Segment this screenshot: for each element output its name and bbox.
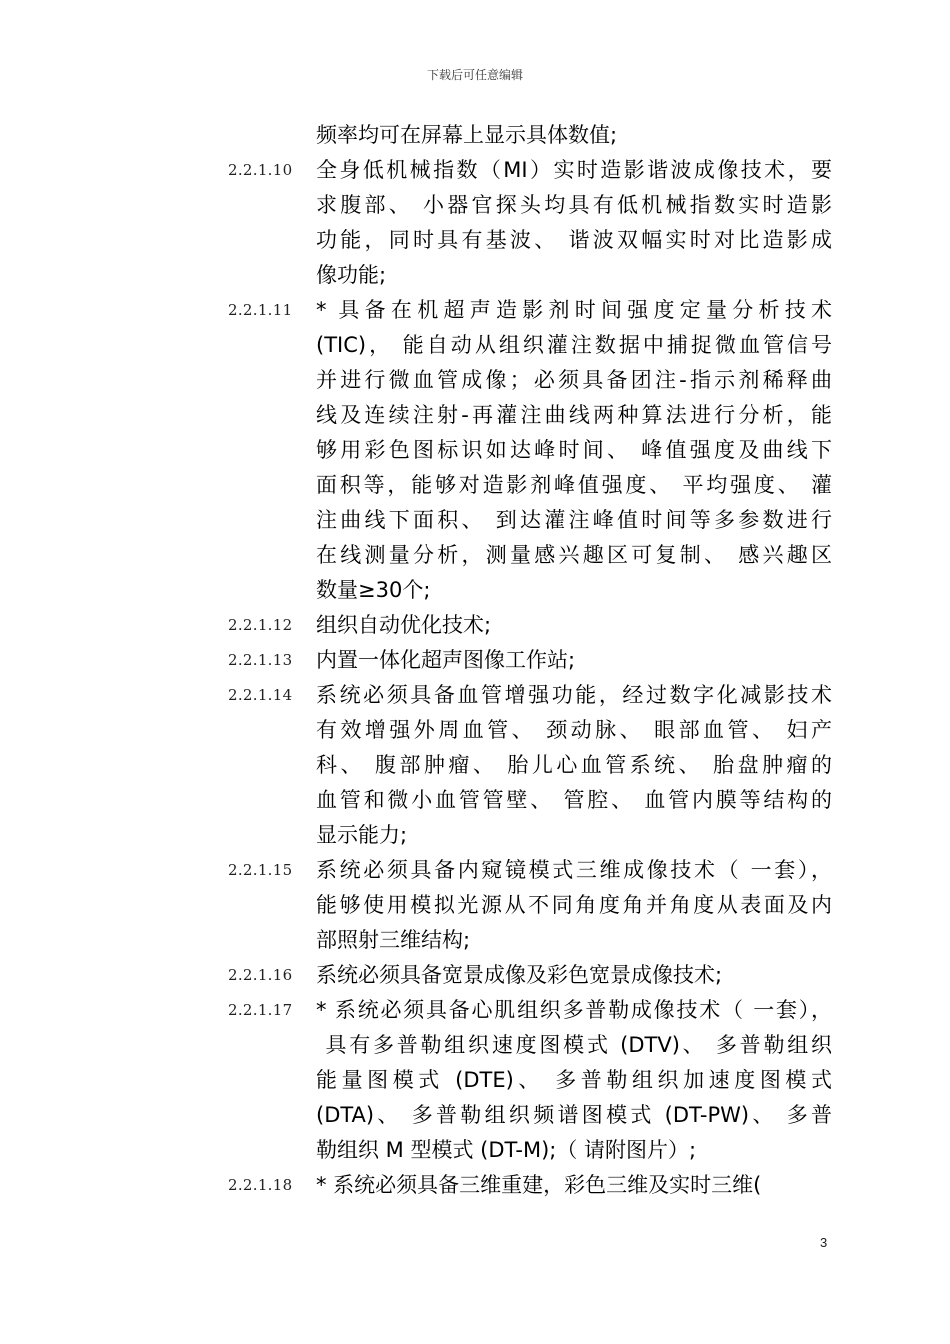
text-line: 内置一体化超声图像工作站; (316, 648, 576, 672)
item-number: 2.2.1.14 (228, 686, 293, 704)
spec-item (228, 853, 838, 958)
spec-item (228, 118, 838, 153)
text-line: 勒组织 M 型模式 (DT-M);（ 请附图片）; (316, 1138, 697, 1162)
item-number: 2.2.1.18 (228, 1176, 293, 1194)
text-line: 系统必须具备血管增强功能，经过数字化减影技术 (316, 683, 832, 707)
spec-item (228, 678, 838, 853)
item-number: 2.2.1.17 (228, 1001, 293, 1019)
item-text (316, 608, 838, 643)
text-line: 并进行微血管成像；必须具备团注-指示剂稀释曲 (316, 368, 832, 392)
item-text (316, 958, 838, 993)
item-text (316, 643, 838, 678)
text-line: 有效增强外周血管、 颈动脉、 眼部血管、 妇产 (316, 718, 832, 742)
text-line: 像功能; (316, 263, 387, 287)
text-line: 够用彩色图标识如达峰时间、 峰值强度及曲线下 (316, 438, 832, 462)
text-line: 全身低机械指数（MI）实时造影谐波成像技术，要 (316, 158, 832, 182)
text-line: 面积等，能够对造影剂峰值强度、 平均强度、 灌 (316, 473, 832, 497)
spec-item (228, 958, 838, 993)
item-text (316, 153, 838, 293)
item-number: 2.2.1.12 (228, 616, 293, 634)
item-text (316, 118, 838, 153)
item-text (316, 1168, 838, 1203)
text-line: 能够使用模拟光源从不同角度角并角度从表面及内 (316, 893, 832, 917)
document-body (228, 118, 838, 1203)
text-line: 能量图模式 (DTE)、 多普勒组织加速度图模式 (316, 1068, 832, 1092)
text-line: 频率均可在屏幕上显示具体数值; (316, 123, 618, 147)
spec-item (228, 293, 838, 608)
text-line: 显示能力; (316, 823, 408, 847)
page-header: 下载后可任意编辑 (426, 68, 523, 82)
text-line: 系统必须具备内窥镜模式三维成像技术（ 一套）， (316, 858, 832, 882)
text-line: 在线测量分析，测量感兴趣区可复制、 感兴趣区 (316, 543, 832, 567)
text-line: 系统必须具备宽景成像及彩色宽景成像技术; (316, 963, 723, 987)
item-number: 2.2.1.15 (228, 861, 293, 879)
text-line: 具有多普勒组织速度图模式 (DTV)、 多普勒组织 (316, 1033, 832, 1057)
item-text (316, 678, 838, 853)
text-line: 数量≥30个; (316, 578, 431, 602)
page-number: 3 (820, 1235, 828, 1250)
spec-item (228, 993, 838, 1168)
text-line: 部照射三维结构; (316, 928, 471, 952)
text-line: 组织自动优化技术; (316, 613, 492, 637)
text-line: (TIC)， 能自动从组织灌注数据中捕捉微血管信号 (316, 333, 832, 357)
item-number: 2.2.1.10 (228, 161, 293, 179)
item-text (316, 293, 838, 608)
text-line: 血管和微小血管管壁、 管腔、 血管内膜等结构的 (316, 788, 832, 812)
item-number: 2.2.1.11 (228, 301, 293, 319)
text-line: 注曲线下面积、 到达灌注峰值时间等多参数进行 (316, 508, 832, 532)
text-line: 功能，同时具有基波、 谐波双幅实时对比造影成 (316, 228, 832, 252)
spec-item (228, 643, 838, 678)
text-line: * 系统必须具备三维重建，彩色三维及实时三维( (316, 1173, 762, 1197)
text-line: * 系统必须具备心肌组织多普勒成像技术（ 一套）， (316, 998, 832, 1022)
item-number: 2.2.1.16 (228, 966, 293, 984)
text-line: (DTA)、 多普勒组织频谱图模式 (DT-PW)、 多普 (316, 1103, 832, 1127)
item-number: 2.2.1.13 (228, 651, 293, 669)
item-text (316, 853, 838, 958)
text-line: 求腹部、 小器官探头均具有低机械指数实时造影 (316, 193, 832, 217)
text-line: 科、 腹部肿瘤、 胎儿心血管系统、 胎盘肿瘤的 (316, 753, 832, 777)
spec-item (228, 153, 838, 293)
spec-item (228, 608, 838, 643)
text-line: * 具备在机超声造影剂时间强度定量分析技术 (316, 298, 832, 322)
text-line: 线及连续注射-再灌注曲线两种算法进行分析，能 (316, 403, 832, 427)
item-text (316, 993, 838, 1168)
spec-item (228, 1168, 838, 1203)
